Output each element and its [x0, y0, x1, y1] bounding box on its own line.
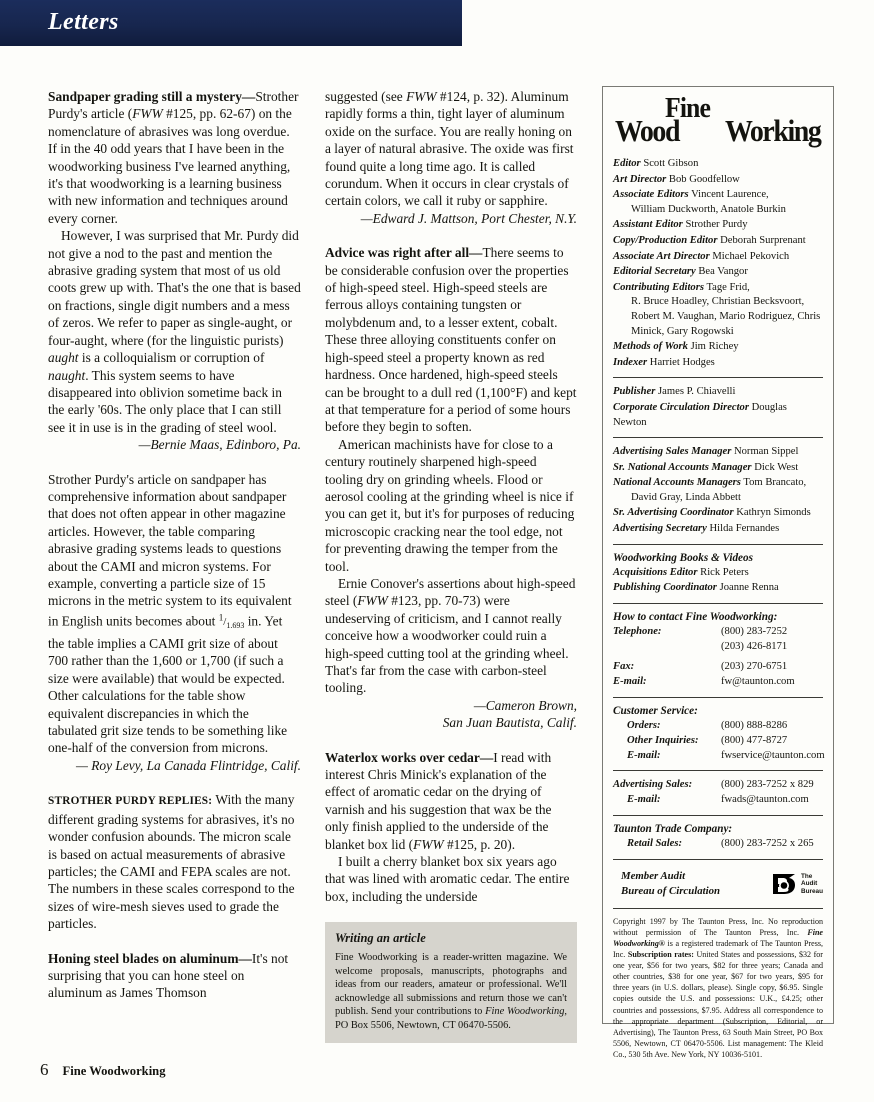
staff-entry: [613, 356, 823, 371]
books-videos-section: [613, 552, 823, 596]
staff-role: Associate Art Director: [613, 250, 710, 262]
letter-heading: Sandpaper grading still a mystery—: [48, 89, 256, 104]
audit-bureau-section: [613, 867, 823, 901]
staff-entry: [613, 461, 823, 476]
audit-mark-line-2: Audit: [800, 880, 818, 888]
staff-name-cont: R. Bruce Hoadley, Christian Becksvoort, Robert M. Vaughan, Mario Rodriguez, Chris Minick, Gary Rogowski: [631, 296, 821, 337]
staff-role: Assistant Editor: [613, 219, 683, 231]
section-banner: [0, 0, 462, 46]
staff-role: Editorial Secretary: [613, 266, 696, 278]
trade-company-title: Taunton Trade Company:: [613, 823, 733, 836]
letter-body-cont: #125, p. 20).: [443, 836, 516, 852]
staff-role: Contributing Editors: [613, 281, 704, 293]
fraction-numerator: 1: [218, 612, 224, 623]
contact-value[interactable]: fwads@taunton.com: [721, 794, 809, 806]
letter-4-signature-line1: —Cameron Brown,: [473, 697, 577, 713]
staff-role: Advertising Sales Manager: [613, 446, 732, 458]
reply-body: With the many different grading systems for abrasives, it's no wonder confusion abounds. The micron scale is based on actual measurements of abrasive particles; the CAMI and FEPA scales are not. The numbers in these scales correspond to the sizes of wire-mesh sieves used to grade the particles.: [48, 792, 295, 932]
magazine-ref: FWW: [132, 106, 163, 122]
contact-row-orders: [613, 719, 823, 734]
audit-bureau-wordmark: [801, 873, 823, 895]
writing-box-title: Writing an article: [335, 931, 426, 945]
contact-label: [613, 640, 721, 655]
contact-section: [613, 611, 823, 690]
staff-name: Strother Purdy: [685, 219, 748, 231]
staff-entry: [613, 173, 823, 188]
staff-name: Dick West: [754, 461, 799, 473]
letter-2: [48, 471, 301, 757]
letter-4: [325, 244, 577, 435]
subscription-rates-label: Subscription rates:: [627, 950, 694, 960]
editorial-staff-list: [613, 157, 823, 370]
letter-1-paragraph-2: [48, 227, 301, 436]
emphasis-aught: aught: [48, 350, 79, 366]
audit-mark-line-3: Bureau: [800, 887, 823, 895]
letter-body: Strother Purdy's article (: [48, 89, 299, 122]
staff-role: Associate Editors: [613, 189, 689, 201]
staff-entry: [613, 281, 823, 339]
staff-role: Publisher: [613, 386, 656, 398]
contact-label: Telephone:: [613, 625, 662, 637]
contact-value[interactable]: (203) 270-6751: [721, 661, 788, 673]
trademark-text: is a registered trademark of The Taunton Press, Inc.: [613, 939, 823, 960]
letter-5-paragraph-2: I built a cherry blanket box six years ago that was lined with aromatic cedar. The entire box, including the underside: [325, 854, 570, 904]
emphasis-naught: naught: [48, 367, 86, 383]
paragraph-text: suggested (see: [325, 89, 407, 104]
contact-label: E-mail:: [627, 749, 661, 761]
subscription-rates-text: United States and possessions, $32 for one year, $56 for two years, $82 for three years; Canada and other countries, $38 for one year, $67 for two years, $95 for three years (in U.S. dollars, please). Single copy, $6.95. Single copies outside the U.S. and possessions: U.K., £4.25; other countries and possessions, $7.95. Address all correspondence to the appropriate department (Subscription, Editorial, or Advertising), The Taunton Press, 63 South Main Street, PO Box 5506, Newtown, CT 06470-5506. List management: The Kleid Co., 530 5th Ave. New York, NY 10036-5101.: [613, 950, 823, 1059]
contact-value[interactable]: fw@taunton.com: [721, 676, 795, 688]
contact-label: Other Inquiries:: [627, 734, 699, 746]
trademark-name: Fine Woodworking®: [613, 927, 823, 948]
staff-name-cont: William Duckworth, Anatole Burkin: [631, 203, 786, 215]
staff-role: Acquisitions Editor: [613, 566, 698, 578]
staff-name: Vincent Laurence,: [691, 189, 769, 201]
contact-row-cs-email: [613, 749, 823, 764]
paragraph-text: Ernie Conover's assertions about high-speed steel (: [325, 575, 576, 609]
staff-entry: [613, 506, 823, 521]
audit-line-2: Bureau of Circulation: [621, 884, 720, 897]
divider: [613, 544, 823, 545]
staff-role: Editor: [613, 158, 641, 169]
staff-role: Methods of Work: [613, 341, 688, 353]
staff-entry: [613, 218, 823, 233]
staff-name: Kathryn Simonds: [736, 507, 811, 519]
staff-role: Copy/Production Editor: [613, 234, 718, 246]
contact-label: E-mail:: [627, 794, 661, 806]
fine-woodworking-logo: [613, 95, 823, 151]
magazine-ref: FWW: [413, 836, 444, 852]
staff-role: Publishing Coordinator: [613, 582, 717, 594]
audit-bureau-text: [621, 869, 761, 899]
contact-value[interactable]: (800) 477-8727: [721, 734, 788, 746]
contact-row-fax: [613, 660, 823, 675]
publishing-staff-list: [613, 385, 823, 430]
reply-attribution: STROTHER PURDY REPLIES:: [48, 795, 213, 808]
staff-entry: [613, 234, 823, 249]
divider: [613, 815, 823, 816]
letter-heading: Advice was right after all—: [325, 245, 483, 261]
contact-row-email: [613, 675, 823, 690]
staff-entry: [613, 566, 823, 581]
customer-service-section: [613, 705, 823, 763]
trade-company-section: [613, 823, 823, 852]
divider: [613, 377, 823, 378]
audit-bureau-icon: [771, 872, 797, 896]
writing-box-address: , PO Box 5506, Newtown, CT 06470-5506.: [335, 1006, 567, 1031]
staff-entry: [613, 476, 823, 505]
letter-body: I read with interest Chris Minick's explanation of the effect of aromatic cedar on the drying of varnish and his suggestion that wax be the only finish applied to the underside of the blanket box lid (: [325, 749, 552, 852]
magazine-ref: FWW: [357, 593, 388, 609]
letter-3-continuation: [325, 88, 577, 210]
contact-value[interactable]: fwservice@taunton.com: [721, 749, 825, 761]
staff-name: Rick Peters: [700, 566, 749, 578]
divider: [613, 908, 823, 909]
letter-heading: Honing steel blades on aluminum—: [48, 950, 252, 966]
letter-2-signature: — Roy Levy, La Canada Flintridge, Calif.: [75, 757, 301, 773]
contact-label: Advertising Sales:: [613, 779, 693, 791]
staff-entry: [613, 250, 823, 265]
letter-heading: Waterlox works over cedar—: [325, 749, 494, 765]
contact-label: Retail Sales:: [627, 838, 683, 850]
writing-box-body: [335, 951, 567, 1033]
page-footer: [40, 1060, 166, 1080]
staff-name: James P. Chiavelli: [658, 386, 736, 398]
divider: [613, 437, 823, 438]
divider: [613, 697, 823, 698]
staff-entry: [613, 340, 823, 355]
letter-body: It's not surprising that you can hone steel on aluminum as James Thomson: [48, 950, 289, 1001]
writing-box-text: Fine Woodworking is a reader-written magazine. We welcome proposals, manuscripts, photographs and ideas from our readers, amateur or professional. We'll acknowledge all submissions and return those we can't publish. Send your contributions to: [335, 952, 567, 1018]
contact-row-telephone: [613, 625, 823, 640]
staff-role: Art Director: [613, 173, 667, 185]
staff-entry: [613, 522, 823, 537]
audit-line-1: Member Audit: [621, 869, 686, 882]
divider: [613, 770, 823, 771]
fraction-denominator: 1.693: [226, 621, 245, 631]
staff-role: Sr. Advertising Coordinator: [613, 507, 734, 519]
page-title: Letters: [48, 9, 119, 35]
logo-wood: Wood: [615, 113, 680, 148]
magazine-ref: FWW: [406, 89, 437, 104]
contact-label: E-mail:: [613, 676, 647, 688]
letter-4-paragraph-2: American machinists have for close to a century routinely sharpened high-speed tooling dry on grinding wheels. Flood or aerosol cooling at the grinding wheel is nice if you can get it, but it's for purposes of reducing microscopic cracking near the tool edge, not for preventing drawing the temper from the tool.: [325, 436, 575, 574]
staff-entry: [613, 188, 823, 217]
paragraph-text-cont: #123, pp. 70-73) were undeserving of criticism, and I cannot really conceive how a woodworker could ruin a high-speed cutting tool at the grinding wheel. That's far from the case with carbon-steel tooling.: [325, 593, 569, 696]
staff-name: Bob Goodfellow: [668, 173, 740, 185]
letter-5: [325, 749, 577, 853]
paragraph-text: However, I was surprised that Mr. Purdy did not give a nod to the past and mention the abrasive grading system that most of us old coots grew up with. That's the one that is based on fractions, single digit numbers and a mess of zeros. We refer to paper as single-aught, or four-aught, where (for the linguistic purists): [48, 228, 301, 348]
staff-name: Hilda Fernandes: [709, 523, 780, 535]
customer-service-title: Customer Service:: [613, 705, 698, 718]
staff-name: Tom Brancato,: [743, 477, 807, 489]
staff-entry: [613, 157, 823, 172]
staff-role: Sr. National Accounts Manager: [613, 461, 752, 473]
page-number: 6: [40, 1060, 49, 1079]
paragraph-text-cont: in. Yet the table implies a CAMI grit size of about 700 rather than the 1,600 or 1,700 (if such a size were available) that would be expected. Other calculations for the table show equivalent discrepancies in which the tabulated grit size tends to be something like one-half of the conversion from microns.: [48, 613, 288, 756]
logo-working: Working: [725, 113, 821, 148]
advertising-sales-section: [613, 778, 823, 808]
staff-name: Jim Richey: [690, 341, 739, 353]
letter-4-paragraph-3: [325, 575, 577, 697]
staff-name: Harriet Hodges: [649, 356, 715, 368]
fraction-value: $^1/_{1.693}$: [218, 612, 245, 631]
paragraph-text-cont: #124, p. 32). Aluminum rapidly forms a thin, tight layer of aluminum oxide on the surface. You are really honing on a layer of natural abrasive. The oxide was first found quite a long time ago. It is called corundum. When it occurs in clear crystals of certain colors, we call it ruby or sapphire.: [325, 89, 574, 209]
text-column-2: [325, 88, 577, 905]
letter-1: [48, 88, 301, 227]
staff-role: Indexer: [613, 356, 648, 368]
staff-name: Michael Pekovich: [712, 250, 790, 262]
letter-1-signature: —Bernie Maas, Edinboro, Pa.: [138, 437, 301, 453]
paragraph-text: Strother Purdy's article on sandpaper has comprehensive information about sandpaper that does not often appear in other magazine articles. However, the table comparing abrasive grading systems leads to questions about the CAMI and micron systems. For example, converting a particle size of 15 microns in the metric system to its equivalent in English units becomes about: [48, 471, 292, 629]
contact-label: Fax:: [613, 661, 635, 673]
copyright-text: Copyright 1997 by The Taunton Press, Inc. No reproduction without permission of The Taunton Press, Inc.: [613, 916, 823, 937]
staff-entry: [613, 265, 823, 280]
staff-name: Bea Vangor: [698, 266, 748, 278]
contact-row-other-inquiries: [613, 734, 823, 749]
copyright-fineprint: [613, 916, 823, 1060]
letter-3: [48, 950, 301, 1002]
writing-box-magazine-name: Fine Woodworking: [485, 1006, 565, 1018]
staff-name: Scott Gibson: [643, 158, 699, 169]
staff-name: Norman Sippel: [733, 446, 799, 458]
staff-name: Tage Frid,: [706, 281, 750, 293]
audit-bureau-logo: [771, 872, 823, 896]
text-column-1: [48, 88, 301, 1002]
staff-entry: [613, 401, 823, 430]
letter-4-signature-line2: San Juan Bautista, Calif.: [442, 715, 577, 731]
letter-body: There seems to be considerable confusion over the properties of high-speed steel. High-speed steels are ferrous alloys containing tungsten or molybdenum and, to a lesser extent, cobalt. These three alloying constituents confer on high-speed steel a property known as red hardness. Once hardened, high-speed steels can be brought to a dull red (1,100°F) and kept at that temperature for a period of some hours before they begin to soften.: [325, 245, 577, 435]
contact-row-ad-sales: [613, 778, 823, 793]
contact-value[interactable]: (800) 283-7252: [721, 625, 788, 637]
footer-publication-name: Fine Woodworking: [62, 1064, 166, 1078]
letter-body-cont: #125, pp. 62-67) on the nomenclature of abrasives was long overdue. If in the 40 odd years that I have been in the woodworking business I've learned anything, it's that woodworking is a learning business with new information and techniques around every corner.: [48, 106, 292, 226]
writing-an-article-box: [325, 922, 577, 1043]
masthead-panel: [602, 86, 834, 1059]
staff-entry: [613, 385, 823, 400]
paragraph-text-cont: is a colloquialism or corruption of: [78, 350, 265, 366]
staff-name-cont: David Gray, Linda Abbett: [631, 491, 741, 503]
staff-entry: [613, 581, 823, 596]
advertising-staff-list: [613, 445, 823, 537]
divider: [613, 603, 823, 604]
staff-role: National Accounts Managers: [613, 477, 741, 489]
staff-role: Advertising Secretary: [613, 523, 707, 535]
staff-name: Joanne Renna: [719, 582, 779, 594]
contact-row-telephone-alt: [613, 640, 823, 655]
editor-reply: [48, 791, 301, 932]
contact-title: How to contact Fine Woodworking:: [613, 610, 778, 623]
letter-3-signature: —Edward J. Mattson, Port Chester, N.Y.: [360, 210, 577, 226]
contact-value[interactable]: (800) 888-8286: [721, 720, 788, 732]
contact-value[interactable]: (800) 283-7252 x 265: [721, 838, 814, 850]
contact-row-ad-email: [613, 793, 823, 808]
contact-row-retail-sales: [613, 837, 823, 852]
staff-name: Deborah Surprenant: [720, 234, 806, 246]
contact-label: Orders:: [627, 720, 661, 732]
paragraph-text-end: . This system seems to have disappeared into oblivion sometime back in the early '60s. The only place that I can still see it in use is in the grading of steel wool.: [48, 367, 282, 435]
contact-value[interactable]: (800) 283-7252 x 829: [721, 779, 814, 791]
staff-entry: [613, 445, 823, 460]
staff-role: Corporate Circulation Director: [613, 401, 749, 413]
books-videos-title: Woodworking Books & Videos: [613, 551, 753, 564]
staff-name: Douglas Newton: [613, 401, 787, 428]
divider: [613, 859, 823, 860]
audit-mark-line-1: The: [800, 872, 813, 880]
contact-value[interactable]: (203) 426-8171: [721, 640, 788, 652]
logo-fine: Fine: [665, 93, 710, 124]
